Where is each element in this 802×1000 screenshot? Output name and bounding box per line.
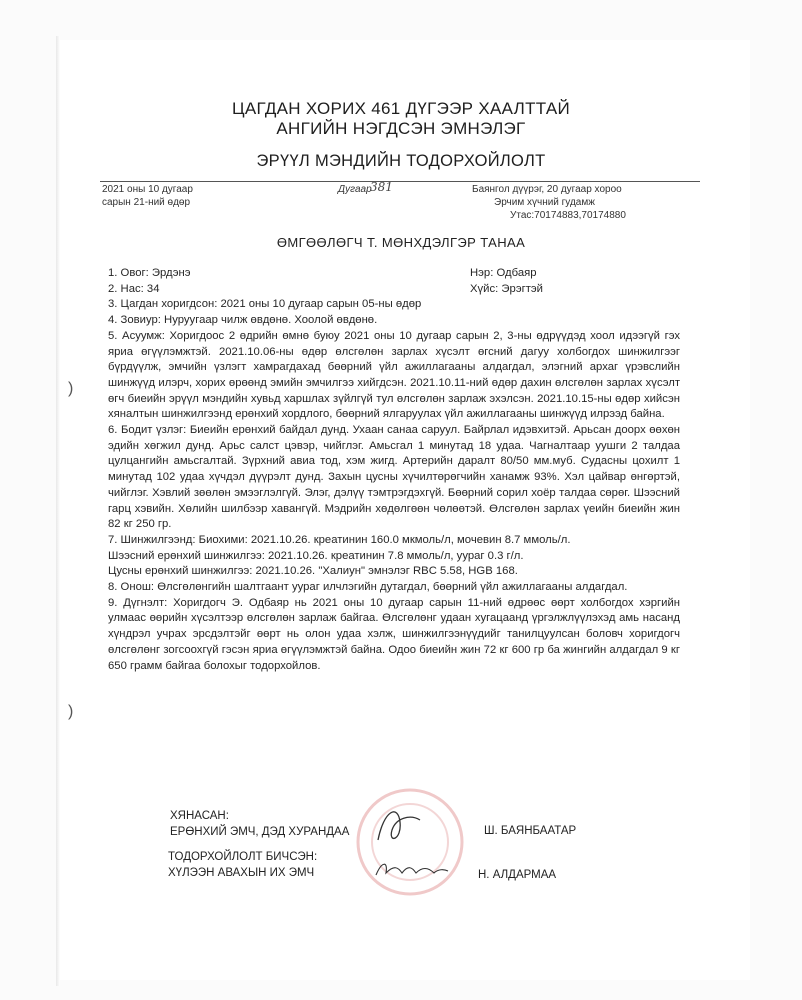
- institution-address: [472, 183, 626, 222]
- date-line1: 2021 оны 10 дугаар: [102, 184, 193, 195]
- margin-punch-mark: ): [68, 703, 74, 720]
- document-body: [108, 266, 680, 674]
- field-labs: 7. Шинжилгээнд: Биохими: 2021.10.26. креатинин 160.0 мкмоль/л, мочевин 8.7 ммоль/л.: [108, 533, 571, 546]
- writer-label: ТОДОРХОЙЛОЛТ БИЧСЭН:: [168, 851, 318, 863]
- approver-title: ЕРӨНХИЙ ЭМЧ, ДЭД ХУРАНДАА: [170, 826, 350, 838]
- address-line1: Баянгол дүүрэг, 20 дугаар хороо: [472, 184, 622, 195]
- address-phone: Утас:70174883,70174880: [510, 210, 626, 221]
- signature-writer-icon: [372, 855, 452, 885]
- date-line2: сарын 21-ний өдөр: [102, 197, 191, 208]
- header-divider: [100, 181, 700, 182]
- document-number-value: 381: [370, 180, 393, 194]
- patient-heading: ӨМГӨӨЛӨГЧ Т. МӨНХДЭЛГЭР ТАНАА: [276, 235, 526, 250]
- writer-name: Н. АЛДАРМАА: [478, 869, 557, 881]
- field-diagnosis: 8. Онош: Өлсгөлөнгийн шалтгаант уураг илчлэгийн дутагдал, бөөрний үйл ажиллагааны алдагдал.: [108, 581, 628, 594]
- field-exam: 6. Бодит үзлэг: Биеийн ерөнхий байдал дунд. Ухаан санаа саруул. Байрлал идэвхитэй. Арьсан доорх өөхөн эдийн хөгжил дунд. Арьс салст цэвэр, чийглэг. Амьсгал 1 минутад 18 удаа. Чагналтаар уушги 2 талдаа цулцангийн амьсгалтай. Зүрхний авиа тод, хэм жигд. Артерийн даралт 80/50 мм.муб. Судасны цохилт 1 минутад 102 удаа хүчдэл дүүрэлт дунд. Захын цусны хүчилтөрөгчийн ханамж 93%. Хэл цайвар өнгөртэй, чийглэг. Хэвлий зөөлөн эмээглэлгүй. Элэг, дэлүү тэмтрэгдэхгүй. Бөөрний сорил хоёр талдаа сөрөг. Шээсний гарц хэвийн. Хөлийн шилбээр хавангүй. Мэдрийн хөдөлгөөн чөлөөтэй. Өлсгөлөн зарлах үеийн биеийн жин 82 кг 250 гр.: [108, 424, 680, 531]
- writer-title: ХҮЛЭЭН АВАХЫН ИХ ЭМЧ: [168, 867, 315, 879]
- field-conclusion: 9. Дүгнэлт: Хоригдогч Э. Одбаяр нь 2021 оны 10 дугаар сарын 11-ний өдрөөс өөрт холбогдох хэргийн улмаас өөрийн хүсэлтээр өлсгөлөн зарлаж байгаа. Өлсгөлөнг удаан хугацаанд үргэлжлүүлэхэд амь насанд хүндрэл учрах эрсдэлтэйг өөрт нь олон удаа хэлж, шинжилгээнүүдийг танилцуулсан боловч хоригдогч өлсгөлөнг зогсоохгүй гэсэн яриа өгүүлэмжтэй байна. Одоо биеийн жин 72 кг 600 гр ба жингийн алдагдал 9 кг 650 грамм байгаа болохыг тодорхойлов.: [108, 596, 680, 672]
- approver-label: ХЯНАСАН:: [170, 810, 229, 822]
- writer-block: [168, 849, 317, 881]
- document-title: ЭРҮҮЛ МЭНДИЙН ТОДОРХОЙЛОЛТ: [256, 152, 546, 170]
- document-number-label: Дугаар: [338, 184, 372, 195]
- field-complaint: 4. Зовиур: Нуруугаар чилж өвдөнө. Хоолой өвдөнө.: [108, 314, 378, 327]
- field-blood: Цусны ерөнхий шинжилгээ: 2021.10.26. "Халиун" эмнэлэг RBC 5.58, HGB 168.: [108, 565, 518, 578]
- institution-name-line2: АНГИЙН НЭГДСЭН ЭМНЭЛЭГ: [276, 119, 526, 138]
- field-detained: 3. Цагдан хоригдсон: 2021 оны 10 дугаар сарын 05-ны өдөр: [108, 298, 422, 311]
- institution-name-line1: ЦАГДАН ХОРИХ 461 ДҮГЭЭР ХААЛТТАЙ: [231, 99, 571, 118]
- field-surname: 1. Овог: Эрдэнэ: [108, 267, 191, 279]
- field-name: Нэр: Одбаяр: [470, 267, 537, 279]
- field-urine: Шээсний ерөнхий шинжилгээ: 2021.10.26. креатинин 7.8 ммоль/л, уураг 0.3 г/л.: [108, 549, 524, 562]
- field-age: 2. Нас: 34: [108, 282, 160, 295]
- address-line2: Эрчим хүчний гудамж: [494, 197, 595, 208]
- approver-name: Ш. БАЯНБААТАР: [484, 825, 577, 837]
- row-surname-name: [108, 266, 680, 282]
- margin-punch-mark: ): [68, 380, 74, 397]
- document-date: [102, 183, 193, 209]
- signature-approver-icon: [370, 800, 430, 850]
- field-sex: Хүйс: Эрэгтэй: [470, 282, 543, 295]
- approver-block: [170, 808, 349, 840]
- field-history: 5. Асуумж: Хоригдоос 2 өдрийн өмнө буюу 2021 оны 10 дугаар сарын 2, 3-ны өдрүүдэд хоол идээгүй гэх яриа өгүүлэмжтэй. 2021.10.06-ны өдөр өлсгөлөн зарлах хүсэлт өгсний дагуу холбогдох шинжилгээг бүрдүүлж, эмчийн үзлэгт хамрагдахад бөөрний үйл ажиллагааны алдагдал, элэгний архаг үрэвслийн шинжүүд илэрч, хорих өрөөнд эмийн эмчилгээ хийгдсэн. 2021.10.11-ний өдөр дахин өлсгөлөн зарлах хүсэлт өгч биеийн эрүүл мэндийн хувьд харшлах зүйлгүй тул өлсгөлөн зарлаж эхэлсэн. 2021.10.15-ны өдөр хийсэн хяналтын шинжилгээнд ерөнхий хордлого, бөөрний ялгаруулах үйл ажиллагааны шинжүүд илрээд байна.: [108, 329, 680, 421]
- row-age-sex: [108, 282, 680, 298]
